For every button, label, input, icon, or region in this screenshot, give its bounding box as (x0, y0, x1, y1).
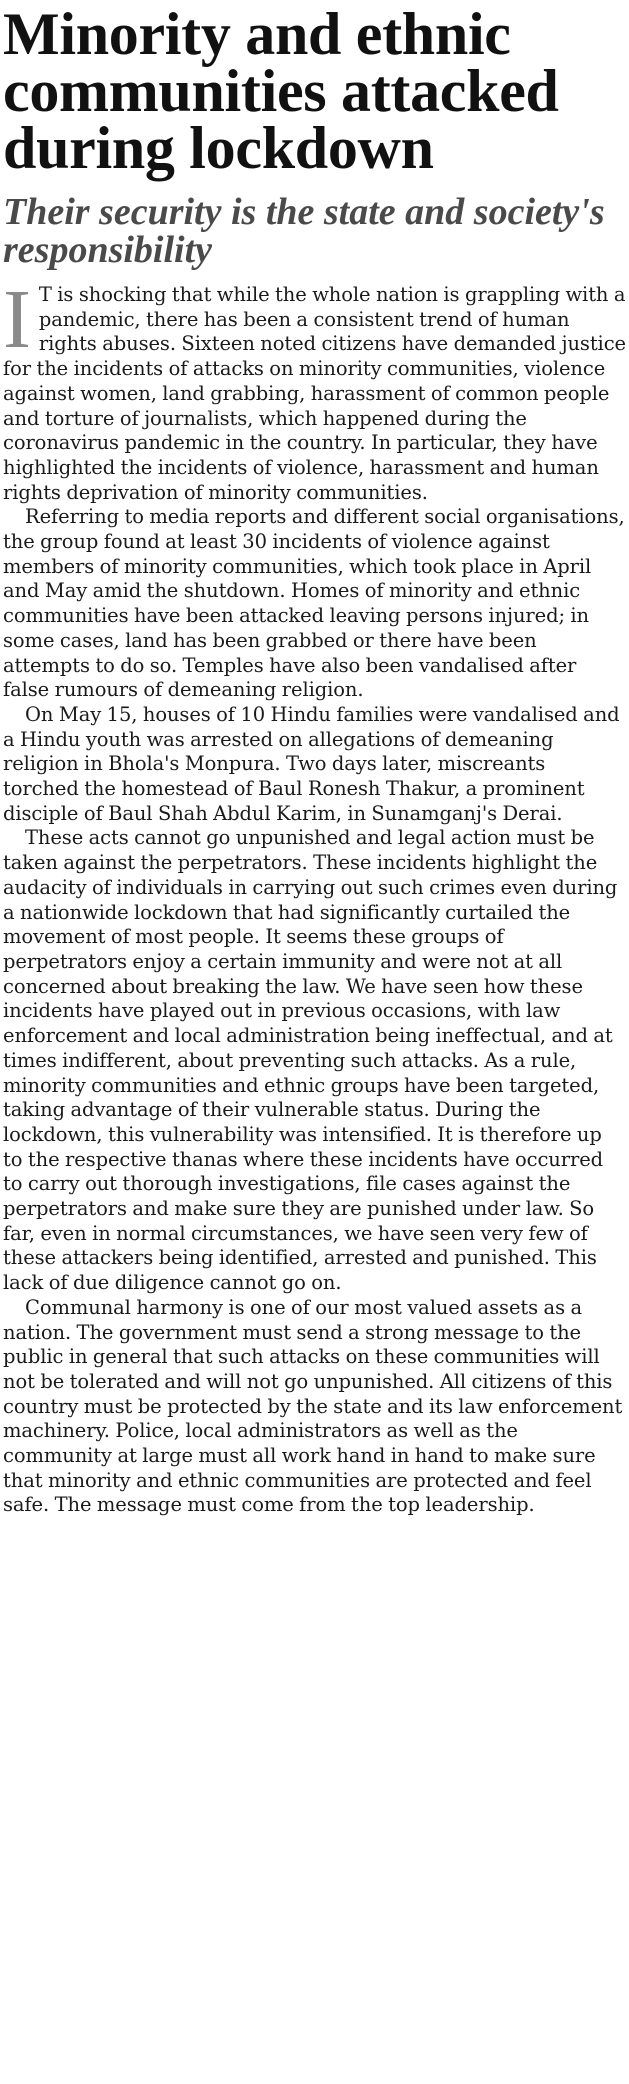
paragraph-3: On May 15, houses of 10 Hindu families were vandalised and a Hindu youth was arrested on allegations of demeaning religion in Bhola's Monpura. Two days later, miscreants torched the homestead of Baul Ronesh Thakur, a prominent disciple of Baul Shah Abdul Karim, in Sunamganj's Derai. (3, 702, 620, 825)
paragraph-5: Communal harmony is one of our most valued assets as a nation. The government must send a strong message to the public in general that such attacks on these communities will not be tolerated and will not go unpunished. All citizens of this country must be protected by the state and its law enforcement machinery. Police, local administrators as well as the community at large must all work hand in hand to make sure that minority and ethnic communities are protected and feel safe. The message must come from the top leadership. (3, 1295, 623, 1517)
paragraph-2: Referring to media reports and different social organisations, the group found at least 30 incidents of violence against members of minority communities, which took place in April and May amid the shutdown. Homes of minority and ethnic communities have been attacked leaving persons injured; in some cases, land has been grabbed or there have been attempts to do so. Temples have also been vandalised after false rumours of demeaning religion. (3, 505, 625, 702)
subheadline: Their security is the state and society's responsibility (3, 191, 605, 271)
paragraph-4: These acts cannot go unpunished and legal action must be taken against the perpetrators. These incidents highlight the audacity of individuals in carrying out such crimes even during a nationwide lockdown that had significantly curtailed the movement of most people. It seems these groups of perpetrators enjoy a certain immunity and were not at all concerned about breaking the law. We have seen how these incidents have played out in previous occasions, with law enforcement and local administration being ineffectual, and at times indifferent, about preventing such attacks. As a rule, minority communities and ethnic groups have been targeted, taking advantage of their vulnerable status. During the lockdown, this vulnerability was intensified. It is therefore up to the respective thanas where these incidents have occurred to carry out thorough investigations, file cases against the perpetrators and make sure they are punished under law. So far, even in normal circumstances, we have seen very few of these attackers being identified, arrested and punished. This lack of due diligence cannot go on. (3, 826, 618, 1295)
paragraph-1-text: T is shocking that while the whole nation is grappling with a pandemic, there has been a consistent trend of human rights abuses. Sixteen noted citizens have demanded justice for the incidents of attacks on minority communities, violence against women, land grabbing, harassment of common people and torture of journalists, which happened during the coronavirus pandemic in the country. In particular, they have highlighted the incidents of violence, harassment and human rights deprivation of minority communities. (3, 283, 626, 504)
article-body (3, 273, 626, 1518)
editorial-article (3, 1, 626, 1518)
drop-cap: I (3, 273, 31, 366)
headline: Minority and ethnic communities attacked during lockdown (3, 1, 559, 181)
paragraph-1 (3, 273, 626, 505)
